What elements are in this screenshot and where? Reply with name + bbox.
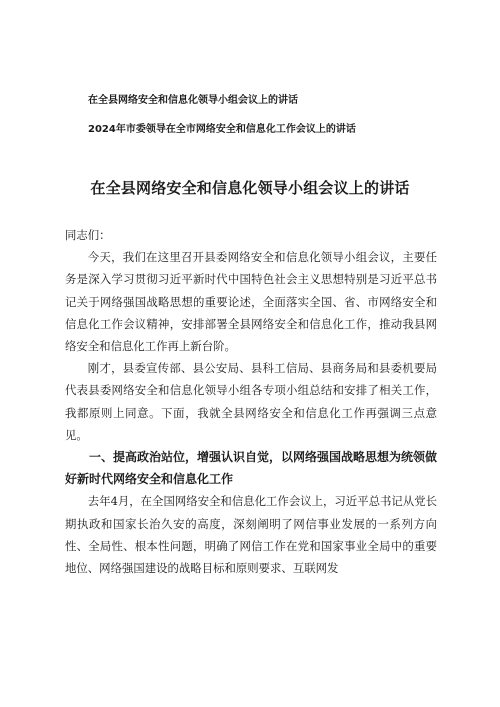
toc-item-1[interactable]: 在全县网络安全和信息化领导小组会议上的讲话 (88, 95, 298, 106)
section-heading-1: 一、提高政治站位，增强认识自觉，以网络强国战略思想为统领做好新时代网络安全和信息化工作 (65, 450, 438, 487)
document-body (65, 224, 437, 579)
paragraph-3: 去年4月，在全国网络安全和信息化工作会议上，习近平总书记从党长期执政和国家长治久安的高度，深刻阐明了网信事业发展的一系列方向性、全局性、根本性问题，明确了网信工作在党和国家事业全局中的重要地位、网络强国建设的战略目标和原则要求、互联网发 (65, 494, 437, 576)
document-title: 在全县网络安全和信息化领导小组会议上的讲话 (90, 179, 410, 197)
paragraph-1: 今天，我们在这里召开县委网络安全和信息化领导小组会议，主要任务是深入学习贯彻习近平新时代中国特色社会主义思想特别是习近平总书记关于网络强国战略思想的重要论述，全面落实全国、省、市网络安全和信息化工作会议精神，安排部署全县网络安全和信息化工作，推动我县网络安全和信息化工作再上新台阶。 (65, 250, 437, 354)
paragraph-2: 刚才，县委宣传部、县公安局、县科工信局、县商务局和县委机要局代表县委网络安全和信息化领导小组各专项小组总结和安排了相关工作，我都原则上同意。下面，我就全县网络安全和信息化工作再强调三点意见。 (65, 361, 437, 442)
toc-item-2[interactable]: 2024年市委领导在全市网络安全和信息化工作会议上的讲话 (88, 124, 356, 135)
salutation: 同志们： (65, 228, 111, 242)
